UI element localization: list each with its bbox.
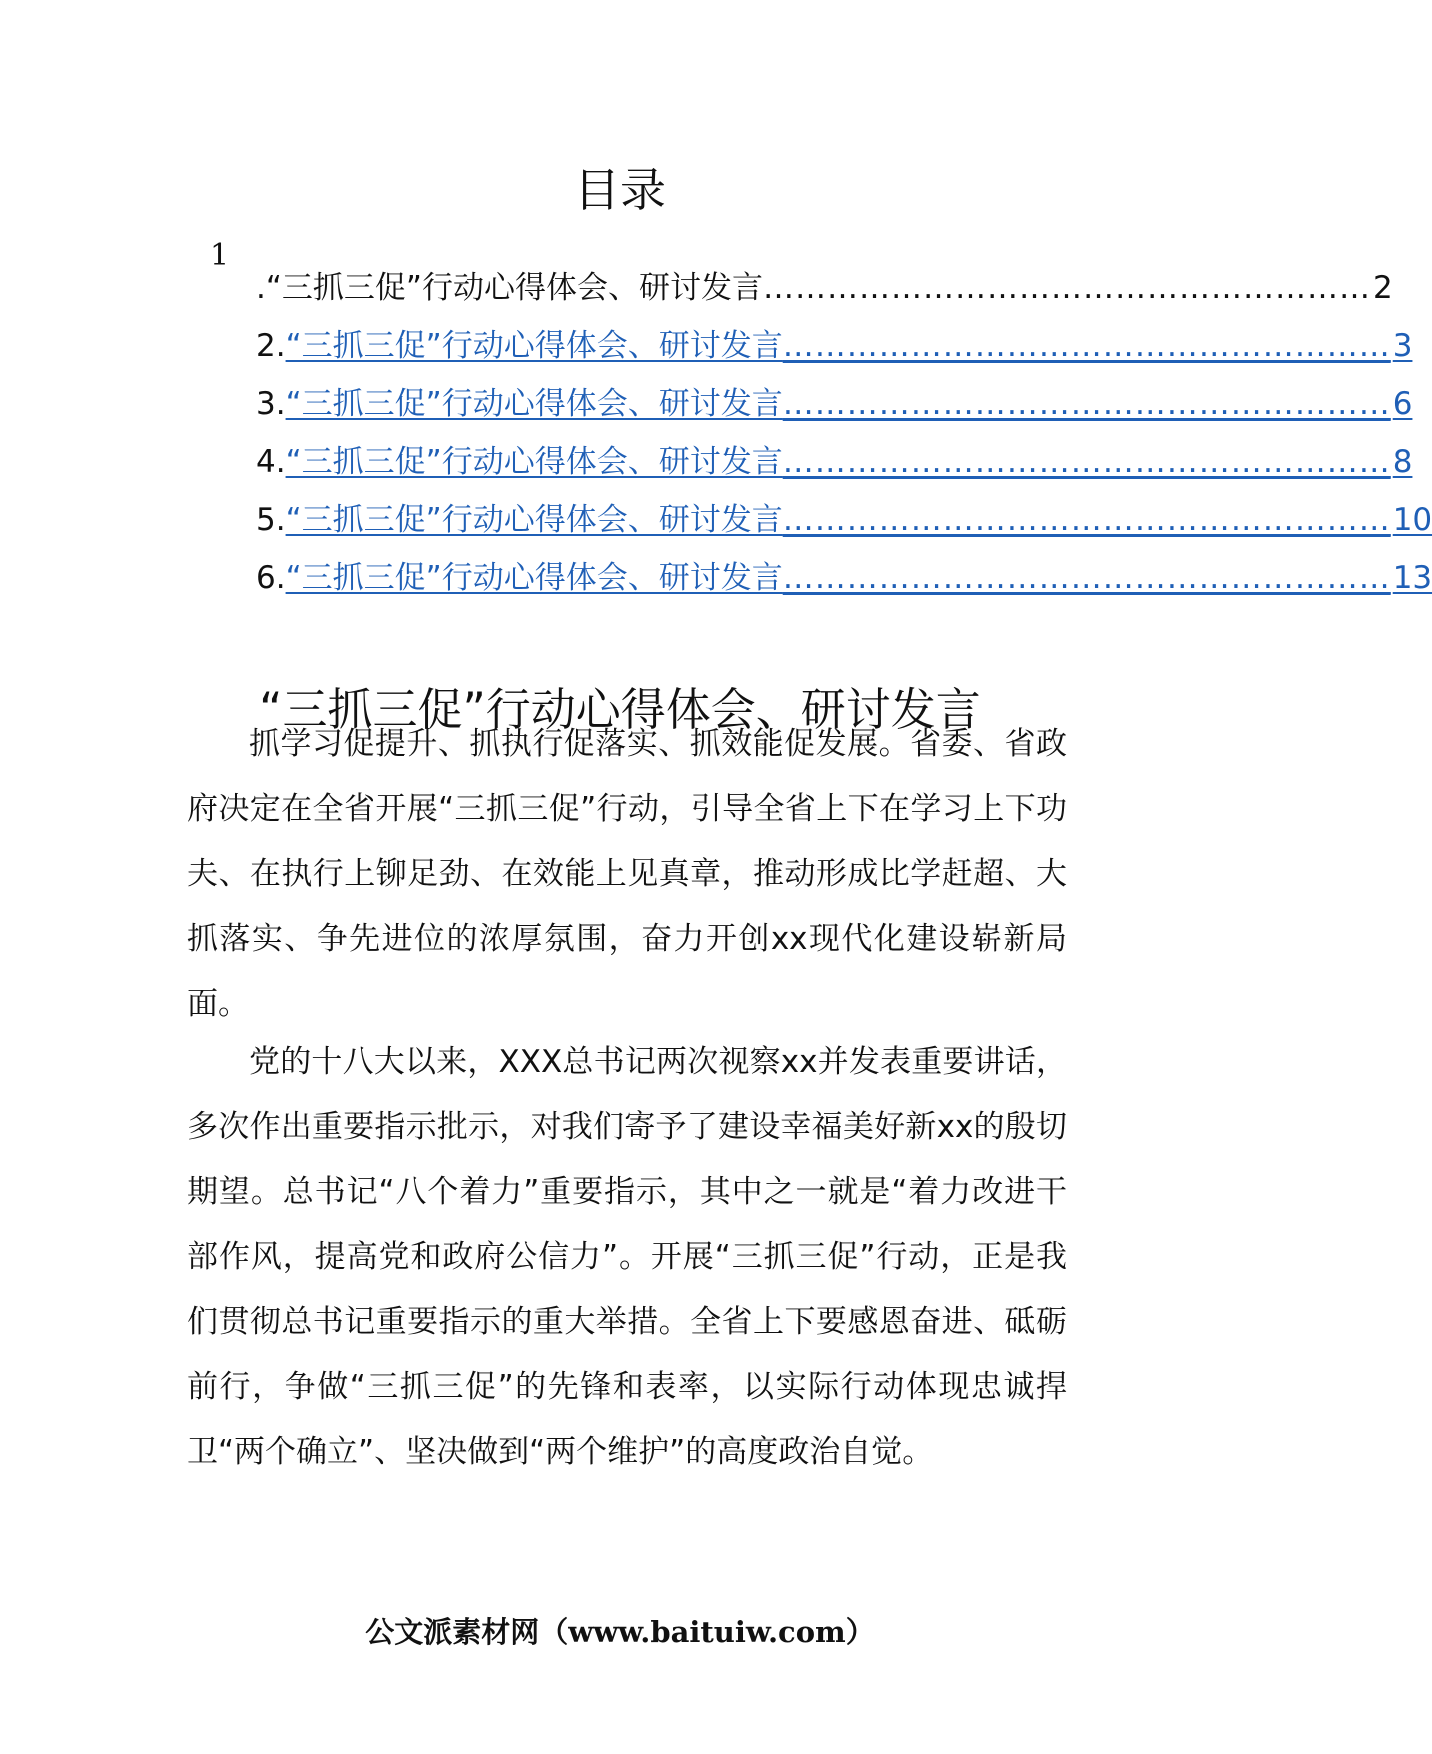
toc-entry-page-number: 10 <box>1392 502 1432 538</box>
toc-entry-number: 2. <box>256 328 286 364</box>
toc-entry-link[interactable] <box>286 440 1413 484</box>
toc-entry[interactable] <box>256 324 1413 368</box>
toc-entry-page-number: 2 <box>1372 270 1393 306</box>
toc-entry-number: 6. <box>256 560 286 596</box>
toc-entry <box>256 266 1393 310</box>
toc-entry-number: 4. <box>256 444 286 480</box>
article-paragraph-1: 抓学习促提升、抓执行促落实、抓效能促发展。省委、省政府决定在全省开展“三抓三促”行动，引导全省上下在学习上下功夫、在执行上铆足劲、在效能上见真章，推动形成比学赶超、大抓落实、争先进位的浓厚氛围，奋力开创xx现代化建设崭新局面。 <box>187 726 1067 1022</box>
toc-entry-leader-dots: ………………………………………………… <box>782 386 1391 422</box>
toc-entry-leader-dots: ………………………………………………… <box>782 328 1391 364</box>
toc-number-label: 1 <box>210 238 230 273</box>
footer-watermark: 公文派素材网（www.baituiw.com） <box>365 1615 875 1649</box>
toc-entry-title: “三抓三促”行动心得体会、研讨发言 <box>285 560 783 596</box>
toc-entry-number: 3. <box>256 386 286 422</box>
toc-entry-leader-dots: ………………………………………………… <box>782 444 1391 480</box>
toc-entry-number: . <box>256 270 266 306</box>
toc-entry-link[interactable] <box>286 382 1413 426</box>
toc-entry-page-number: 8 <box>1392 444 1413 480</box>
toc-entry-link[interactable] <box>286 498 1432 542</box>
toc-entry-text-group <box>266 266 1393 310</box>
article-title: “三抓三促”行动心得体会、研讨发言 <box>259 683 981 736</box>
toc-entry[interactable] <box>256 498 1432 542</box>
toc-entry-title: “三抓三促”行动心得体会、研讨发言 <box>285 328 783 364</box>
toc-entry[interactable] <box>256 382 1413 426</box>
toc-entry-title: “三抓三促”行动心得体会、研讨发言 <box>285 502 783 538</box>
toc-entry-leader-dots: ………………………………………………… <box>782 560 1391 596</box>
toc-entry[interactable] <box>256 556 1432 600</box>
toc-entry-number: 5. <box>256 502 286 538</box>
toc-title: 目录 <box>574 163 666 217</box>
article-paragraph-2: 党的十八大以来，XXX总书记两次视察xx并发表重要讲话，多次作出重要指示批示，对我们寄予了建设幸福美好新xx的殷切期望。总书记“八个着力”重要指示，其中之一就是“着力改进干部作风，提高党和政府公信力”。开展“三抓三促”行动，正是我们贯彻总书记重要指示的重大举措。全省上下要感恩奋进、砥砺前行，争做“三抓三促”的先锋和表率，以实际行动体现忠诚捍卫“两个确立”、坚决做到“两个维护”的高度政治自觉。 <box>187 1044 1067 1470</box>
toc-entry-leader-dots: ………………………………………………… <box>762 270 1371 306</box>
toc-entry-link[interactable] <box>286 556 1432 600</box>
toc-entry-leader-dots: ………………………………………………… <box>782 502 1391 538</box>
toc-entry-title: “三抓三促”行动心得体会、研讨发言 <box>265 270 763 306</box>
toc-entry-page-number: 13 <box>1392 560 1432 596</box>
toc-entry-title: “三抓三促”行动心得体会、研讨发言 <box>285 386 783 422</box>
toc-entry-page-number: 3 <box>1392 328 1413 364</box>
toc-entry-page-number: 6 <box>1392 386 1413 422</box>
toc-entry[interactable] <box>256 440 1413 484</box>
toc-entry-link[interactable] <box>286 324 1413 368</box>
toc-entry-title: “三抓三促”行动心得体会、研讨发言 <box>285 444 783 480</box>
